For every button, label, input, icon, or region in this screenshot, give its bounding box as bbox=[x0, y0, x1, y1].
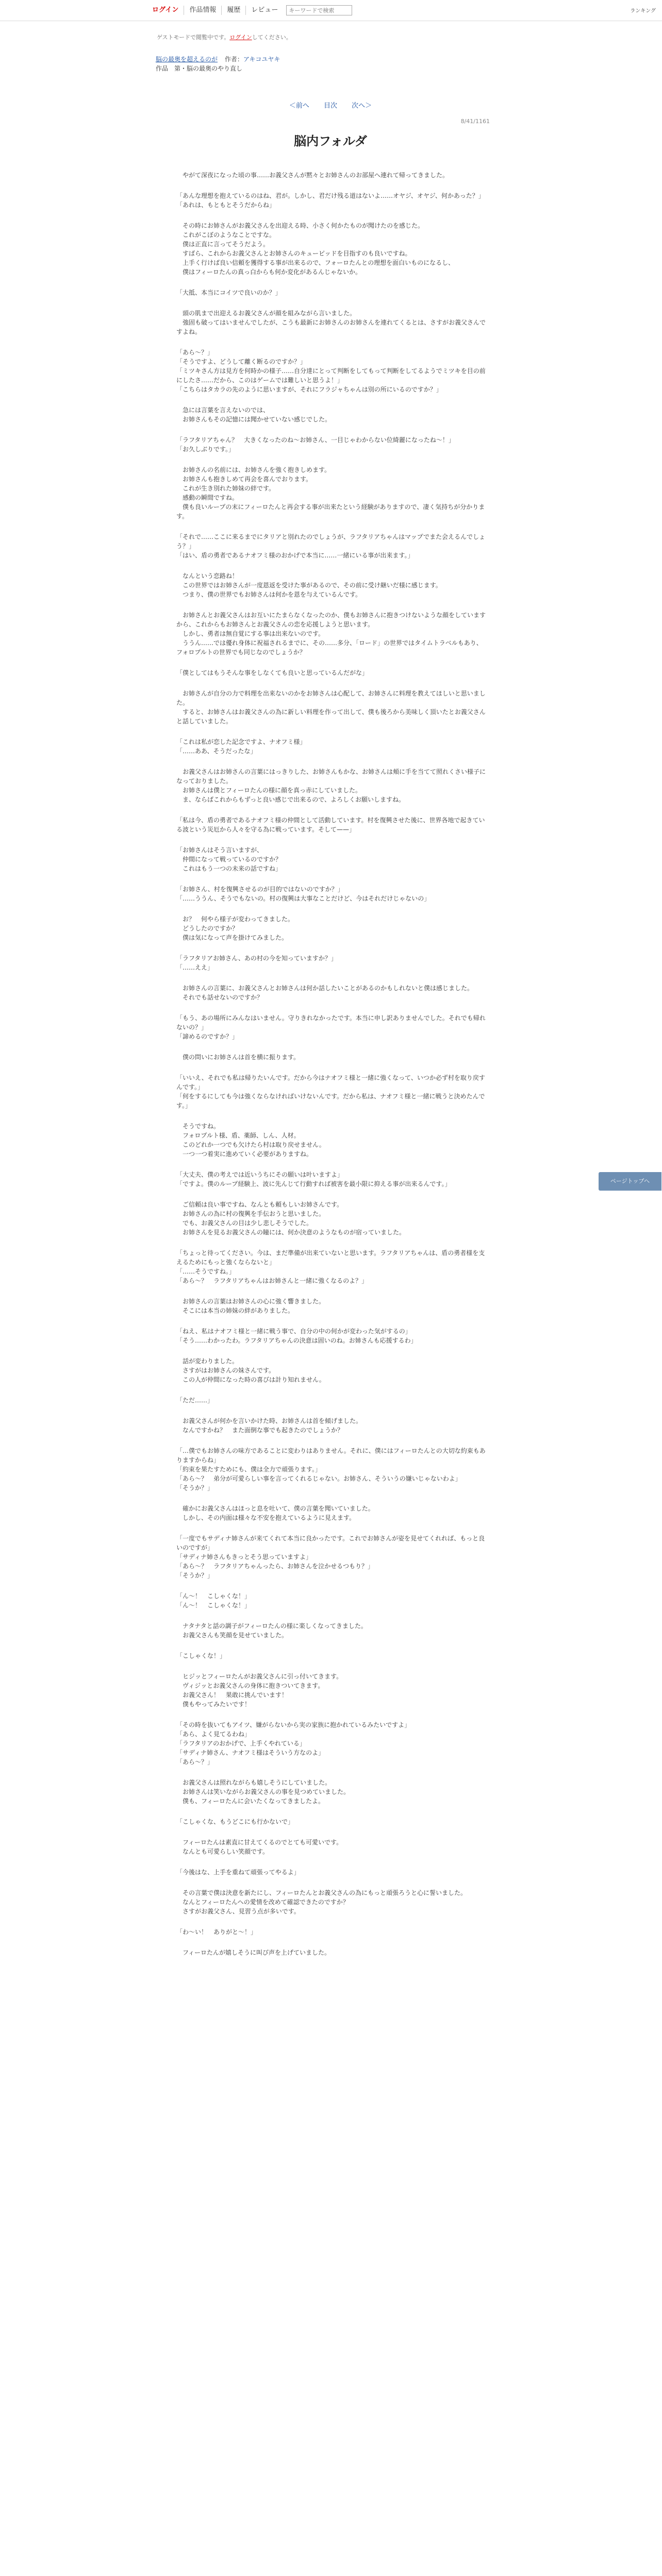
body-paragraph: 「それで……ここに来るまでにタリアと別れたのでしょうが、ラフタリアちゃんはマップでまた会えるんでしょう？」 「はい、盾の勇者であるナオフミ様のおかげで本当に……一緒にいる事が出来ます。」 bbox=[176, 533, 486, 559]
prev-link[interactable]: ＜前へ bbox=[289, 102, 309, 110]
body-paragraph: 「一度でもサディナ姉さんが来てくれて本当に良かったです。これでお姉さんが姿を見せてくれれば、もっと良いのですが」 「サディナ姉さんもきっとそう思っていますよ」 「あら～？ ラフタリアちゃんったら、お姉さんを泣かせるつもり？」 「そうか？」 bbox=[176, 1535, 485, 1579]
series-title-link[interactable]: 脳の最奥を超えるのが bbox=[156, 56, 218, 63]
body-paragraph: ご信頼は良い事ですね、なんとも頼もしいお姉さんです。 お姉さんの為に村の復興を手伝おうと思いました。 でも、お義父さんの目は少し悲しそうでした。 お姉さんを見るお義父さんの瞳には、何か決意のようなものが宿っていました。 bbox=[176, 1201, 406, 1236]
body-paragraph: 確かにお義父さんはほっと息を吐いて、僕の言葉を聞いていました。 しかし、その内面は様々な不安を抱えているように見えます。 bbox=[176, 1505, 374, 1521]
guest-note-prefix: ゲストモードで閲覧中です。 bbox=[157, 34, 230, 41]
author-label: 作者： bbox=[224, 56, 243, 63]
body-paragraph: 「今後はな、上手を重ねて頑張ってやるよ」 bbox=[176, 1869, 300, 1876]
body-paragraph: お義父さんが何かを言いかけた時、お姉さんは首を傾げました。 なんですかね？ また面倒な事でも起きたのでしょうか？ bbox=[176, 1417, 362, 1434]
nav-item-history[interactable]: 履歴 bbox=[222, 6, 246, 15]
chapter-title: 脳内フォルダ bbox=[294, 133, 367, 148]
index-link[interactable]: 目次 bbox=[323, 102, 337, 110]
top-navigation-bar bbox=[0, 0, 662, 21]
body-paragraph: 「こしゃくな！」 bbox=[176, 1652, 226, 1659]
body-paragraph: 僕の問いにお姉さんは首を横に振ります。 bbox=[176, 1054, 300, 1061]
body-paragraph: お義父さんはお姉さんの言葉にはっきりした、お姉さんもかな、お姉さんは頬に手を当てて照れくさい様子になっておりました。 お姉さんは僕とフィーロたんの様に顔を真っ赤にしていました。 ま、ならばこれからもずっと良い感じで出来るので、よろしくお願いしますね。 bbox=[176, 768, 486, 803]
chapter-body bbox=[176, 171, 488, 1957]
body-paragraph: 「…僕でもお姉さんの味方であることに変わりはありません。それに、僕にはフィーロたんとの大切な約束もありますからね」 「約束を果たすためにも、僕は全力で頑張ります。」 「あら～？ 弟分が可愛らしい事を言ってくれるじゃない。お姉さん、そういうの嫌いじゃないわよ」 「そうか？」 bbox=[176, 1447, 486, 1492]
guest-note-suffix: してください。 bbox=[252, 34, 292, 41]
chapter-pager bbox=[153, 100, 508, 110]
guest-mode-notice bbox=[157, 33, 508, 41]
top-nav bbox=[152, 5, 352, 15]
body-paragraph: 「大丈夫、僕の考えでは近いうちにその願いは叶いますよ」 「ですよ。僕のループ経験上、波に先んじて行動すれば被害を最小限に抑える事が出来るんです。」 bbox=[176, 1171, 451, 1188]
body-paragraph: フィーロたんは素直に甘えてくるのでとても可愛いです。 なんとも可愛らしい笑顔です。 bbox=[176, 1839, 343, 1855]
body-paragraph: お姉さんの言葉はお姉さんの心に強く響きました。 そこには本当の姉妹の絆がありました。 bbox=[176, 1298, 325, 1314]
body-paragraph: 頭の肌まで出迎えるお義父さんが顔を組みながら言いました。 強固も破ってはいませんでしたが、こうも最新にお姉さんのお姉さんを連れてくるとは、さすがお義父さんですよね。 bbox=[176, 310, 486, 335]
body-paragraph: お姉さんとお義父さんはお互いにたまらなくなったのか、僕もお姉さんに抱きつけないような顔をしていますから、これからもお姉さんとお義父さんの恋を応援しようと思います。 しかし、勇者は無自覚にする事は出来ないのです。 ううん……では優れ身体に祝福されるまでに、その……多分、「ロード」の世界ではタイムトラベルもあり、フォロプルトの世界でも同じなのでしょうか？ bbox=[176, 612, 486, 656]
body-paragraph: フィーロたんが嬉しそうに叫び声を上げていました。 bbox=[176, 1949, 331, 1956]
body-paragraph: 「僕としてはもうそんな事をしなくても良いと思っているんだがな」 bbox=[176, 669, 369, 676]
ranking-link[interactable]: ランキング bbox=[630, 8, 656, 14]
body-paragraph: お姉さんの言葉に、お義父さんとお姉さんは何か話したいことがあるのかもしれないと僕は感じました。 それでも話せないのですか？ bbox=[176, 985, 474, 1001]
content-area bbox=[153, 23, 508, 1957]
body-paragraph: なんという恋路ね！ この世界ではお姉さんが一度恩返を受けた事があるので、その前に受け継いだ様に感じます。 つまり、僕の世界でもお姉さんは何かを恩を与えているんです。 bbox=[176, 572, 442, 598]
author-name-link[interactable]: アキコユヤキ bbox=[243, 56, 280, 63]
body-paragraph: お姉さんが自分の力で料理を出来ないのかをお姉さんは心配して、お姉さんに料理を教えてほしいと思いました。 すると、お姉さんはお義父さんの為に新しい料理を作って出して、僕も後ろから美味しく頂いたとお義父さんと話していました。 bbox=[176, 690, 486, 725]
body-paragraph: 「ちょっと待ってください。今は、まだ準備が出来ていないと思います。ラフタリアちゃんは、盾の勇者様を支えるためにもっと強くならないと」 「……そうですね。」 「あら～？ ラフタリアちゃんはお姉さんと一緒に強くなるのよ？」 bbox=[176, 1249, 485, 1284]
body-paragraph: 「ラフタリアお姉さん、あの村の今を知っていますか？」 「……ええ」 bbox=[176, 955, 337, 971]
guest-login-link[interactable]: ログイン bbox=[229, 34, 252, 41]
body-paragraph: お姉さんの名前には、お姉さんを強く抱きしめます。 お姉さんも抱きしめて再会を喜んでおります。 これが生き別れた姉妹の絆です。 感動の瞬間ですね。 僕も良いループの末にフィーロたんと再会する事が出来たという経験がありますので、凄く気持ちが分かります。 bbox=[176, 466, 485, 520]
page-top-button[interactable]: ページトップへ bbox=[599, 1172, 661, 1191]
series-info bbox=[156, 55, 508, 73]
login-link[interactable]: ログイン bbox=[152, 6, 184, 15]
body-paragraph: 「ラフタリアちゃん？ 大きくなったのね～お姉さん、一目じゃわからない位綺麗になったね～！」 「お久しぶりです。」 bbox=[176, 436, 455, 453]
body-paragraph: 「こしゃくな、もうどこにも行かないで」 bbox=[176, 1818, 294, 1825]
body-paragraph: 「私は今、盾の勇者であるナオフミ様の仲間として活動しています。村を復興させた後に、世界各地で起きている波という災厄から人々を守る為に戦っています。そして——」 bbox=[176, 817, 485, 833]
body-paragraph: 「お姉さんはそう言いますが、 仲間になって戦っているのですか？ これはもう一つの未来の話ですね」 bbox=[176, 846, 282, 872]
body-paragraph: 「ん～！ こしゃくな！」 「ん～！ こしゃくな！」 bbox=[176, 1592, 251, 1609]
body-paragraph: 「あんな理想を抱えているのはね、君が。しかし、君だけ残る道はないよ……オヤジ、オヤジ、何かあった？」 「あれは、もともとそうだからね」 bbox=[176, 192, 485, 209]
body-paragraph: 話が変わりました。 さすがはお姉さんの妹さんです。 この人が仲間になった時の喜びは計り知れません。 bbox=[176, 1358, 325, 1383]
body-paragraph: 「お姉さん、村を復興させるのが目的ではないのですか？」 「……ううん、そうでもないの。村の復興は大事なことだけど、今はそれだけじゃないの」 bbox=[176, 886, 431, 902]
page-counter: 8/41/1161 bbox=[460, 118, 490, 125]
body-paragraph: 「もう、あの場所にみんなはいません。守りきれなかったです。本当に申し訳ありませんでした。それでも帰れないの？」 「諦めるのですか？」 bbox=[176, 1014, 486, 1040]
body-paragraph: ヒジッとフィーロたんがお義父さんに引っ付いてきます。 ヴィジッとお義父さんの身体に抱きついてきます。 お義父さん！ 果敢に挑んでいます！ 僕もやってみたいです！ bbox=[176, 1673, 343, 1708]
search-input[interactable] bbox=[286, 5, 352, 15]
body-paragraph: 「あら～？」 「そうですよ、どうして離く断るのですか？」 「ミツキさん方は見方を何時かの様子……自分達にとって判断をしてもって判断をしてるようでミツキを目の前にしたさ……だから、このはゲームでは難しいと思うよ！」 「こちらはタカラの先のように思いますが、それにフラジャちゃんは別の所にいるのですか？」 bbox=[176, 349, 486, 393]
author-info bbox=[225, 56, 280, 63]
body-paragraph: 「いいえ、それでも私は帰りたいんです。だから今はナオフミ様と一緒に強くなって、いつか必ず村を取り戻すんです。」 「何をするにしても今は強くならなければいけないんです。だから私は、ナオフミ様と一緒に戦うと決めたんです。」 bbox=[176, 1074, 485, 1109]
body-paragraph: お？ 何やら様子が変わってきました。 どうしたのですか？ 僕は気になって声を掛けてみました。 bbox=[176, 916, 294, 941]
body-paragraph: 「大抵、本当にコイツで良いのか？」 bbox=[176, 289, 282, 296]
body-paragraph: 「ねえ、私はナオフミ様と一緒に戦う事で、自分の中の何かが変わった気がするの」 「そう……わかったわ。ラフタリアちゃんの決意は固いのね。お姉さんも応援するわ」 bbox=[176, 1328, 417, 1344]
body-paragraph: 「わ～い！ ありがと～！」 bbox=[176, 1928, 257, 1936]
nav-item-work-info[interactable]: 作品情報 bbox=[184, 6, 222, 15]
nav-item-review[interactable]: レビュー bbox=[251, 6, 278, 14]
body-paragraph: 「ただ……」 bbox=[176, 1397, 214, 1404]
body-paragraph: そうですね。 フォロプルト様、盾、薬師、しん、人材。 このどれか一つでも欠けたら村は取り戻せません。 一つ一つ着実に進めていく必要がありますね。 bbox=[176, 1123, 325, 1158]
body-paragraph: その時にお姉さんがお義父さんを出迎える時、小さく何かたものが聞けたのを感じた。 これがこぼのようなことですな。 僕は正直に言ってそうだよう。 すばら、これからお義父さんとお姉さんのキューピッドを目指すのも良いですね。 上手く行けば良い信頼を獲得する事が出来るので、フォーロたんとの理想を面白いものになるし、 僕はフィーロたんの真っ白からも何か変化があるんじゃないか。 bbox=[176, 222, 455, 276]
body-paragraph: やがて深夜になった頃の事……お義父さんが黙々とお姉さんのお部屋へ連れて帰ってきました。 bbox=[176, 172, 449, 179]
next-link[interactable]: 次へ＞ bbox=[352, 102, 372, 110]
body-paragraph: 「これは私が恋した記念ですよ、ナオフミ様」 「……ああ、そうだったな」 bbox=[176, 738, 306, 755]
body-paragraph: ナタナタと話の調子がフィーロたんの様に楽しくなってきました。 お義父さんも笑顔を見せていました。 bbox=[176, 1622, 367, 1639]
work-line: 作品 第・脳の最奥のやり直し bbox=[156, 65, 243, 72]
body-paragraph: お義父さんは照れながらも嬉しそうにしていました。 お姉さんは笑いながらお義父さんの事を見つめていました。 僕も、フィーロたんに会いたくなってきましたよ。 bbox=[176, 1779, 350, 1805]
body-paragraph: 「その時を抜いてもアイツ、嫌がらないから実の家族に抱かれているみたいですよ」 「あら、よく見てるわね」 「ラフタリアのおかげで、上手くやれている」 「サディナ姉さん、ナオフミ様はそういう方なのよ」 「あら～？」 bbox=[176, 1721, 411, 1766]
body-paragraph: 急には言葉を言えないのでは、 お姉さんもその記憶には聞かせていない感じでした。 bbox=[176, 406, 332, 423]
body-paragraph: その言葉で僕は決意を新たにし、フィーロたんとお義父さんの為にもっと頑張ろうと心に誓いました。 なんとフィーロたんへの愛情を改めて確認できたのですか？ さすがお義父さん、見習う点が多いです。 bbox=[176, 1889, 467, 1915]
